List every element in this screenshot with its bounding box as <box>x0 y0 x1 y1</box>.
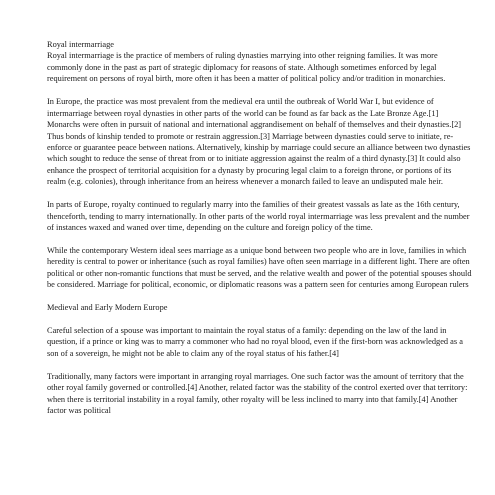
document-page <box>47 39 472 417</box>
paragraph-factors: Traditionally, many factors were important in arranging royal marriages. One such factor was the amount of territory that the other royal family governed or controlled.[4] Another, related factor was the stability of the control exerted over that territory: when there is territorial instability in a royal family, other royalty will be less inclined to marry into that family.[4] Another factor was political <box>47 371 468 416</box>
paragraph-spouse-selection: Careful selection of a spouse was important to maintain the royal status of a family: depending on the law of the land in question, if a prince or king was to marry a commoner who had no royal blood, even if the first-born was acknowledged as a son of a sovereign, he might not be able to claim any of the royal status of his father.[4] <box>47 326 463 358</box>
paragraph-vassals: In parts of Europe, royalty continued to regularly marry into the families of their greatest vassals as late as the 16th century, thenceforth, tending to marry internationally. In other parts of the world royal intermarriage was less prevalent and the number of instances waxed and waned over time, depending on the culture and foreign policy of the time. <box>47 200 470 233</box>
paragraph-europe-practice: In Europe, the practice was most prevalent from the medieval era until the outbreak of World War I, but evidence of intermarriage between royal dynasties in other parts of the world can be found as far back as the Late Bronze Age.[1] Monarchs were often in pursuit of national and international aggrandisement on behalf of themselves and their dynasties.[2] Thus bonds of kinship tended to promote or restrain aggression.[3] Marriage between dynasties could serve to initiate, re-enforce or guarantee peace between nations. Alternatively, kinship by marriage could secure an alliance between two dynasties which sought to reduce the sense of threat from or to initiate aggression against the realm of a third dynasty.[3] It could also enhance the prospect of territorial acquisition for a dynasty by procuring legal claim to a foreign throne, or portions of its realm (e.g. colonies), through inheritance from an heiress whenever a monarch failed to leave an undisputed male heir. <box>47 97 471 187</box>
document-title: Royal intermarriage <box>47 40 114 49</box>
paragraph-western-ideal: While the contemporary Western ideal sees marriage as a unique bond between two people who are in love, families in which heredity is central to power or inheritance (such as royal families) have often seen marriage in a different light. There are often political or other non-romantic functions that must be served, and the relative wealth and power of the potential spouses should be considered. Marriage for political, economic, or diplomatic reasons was a pattern seen for centuries among European rulers <box>47 245 472 290</box>
paragraph-intro: Royal intermarriage is the practice of members of ruling dynasties marrying into other reigning families. It was more commonly done in the past as part of strategic diplomacy for reasons of state. Although sometimes enforced by legal requirement on persons of royal birth, more often it has been a matter of political policy and/or tradition in monarchies. <box>47 51 446 84</box>
section-heading: Medieval and Early Modern Europe <box>47 303 168 313</box>
